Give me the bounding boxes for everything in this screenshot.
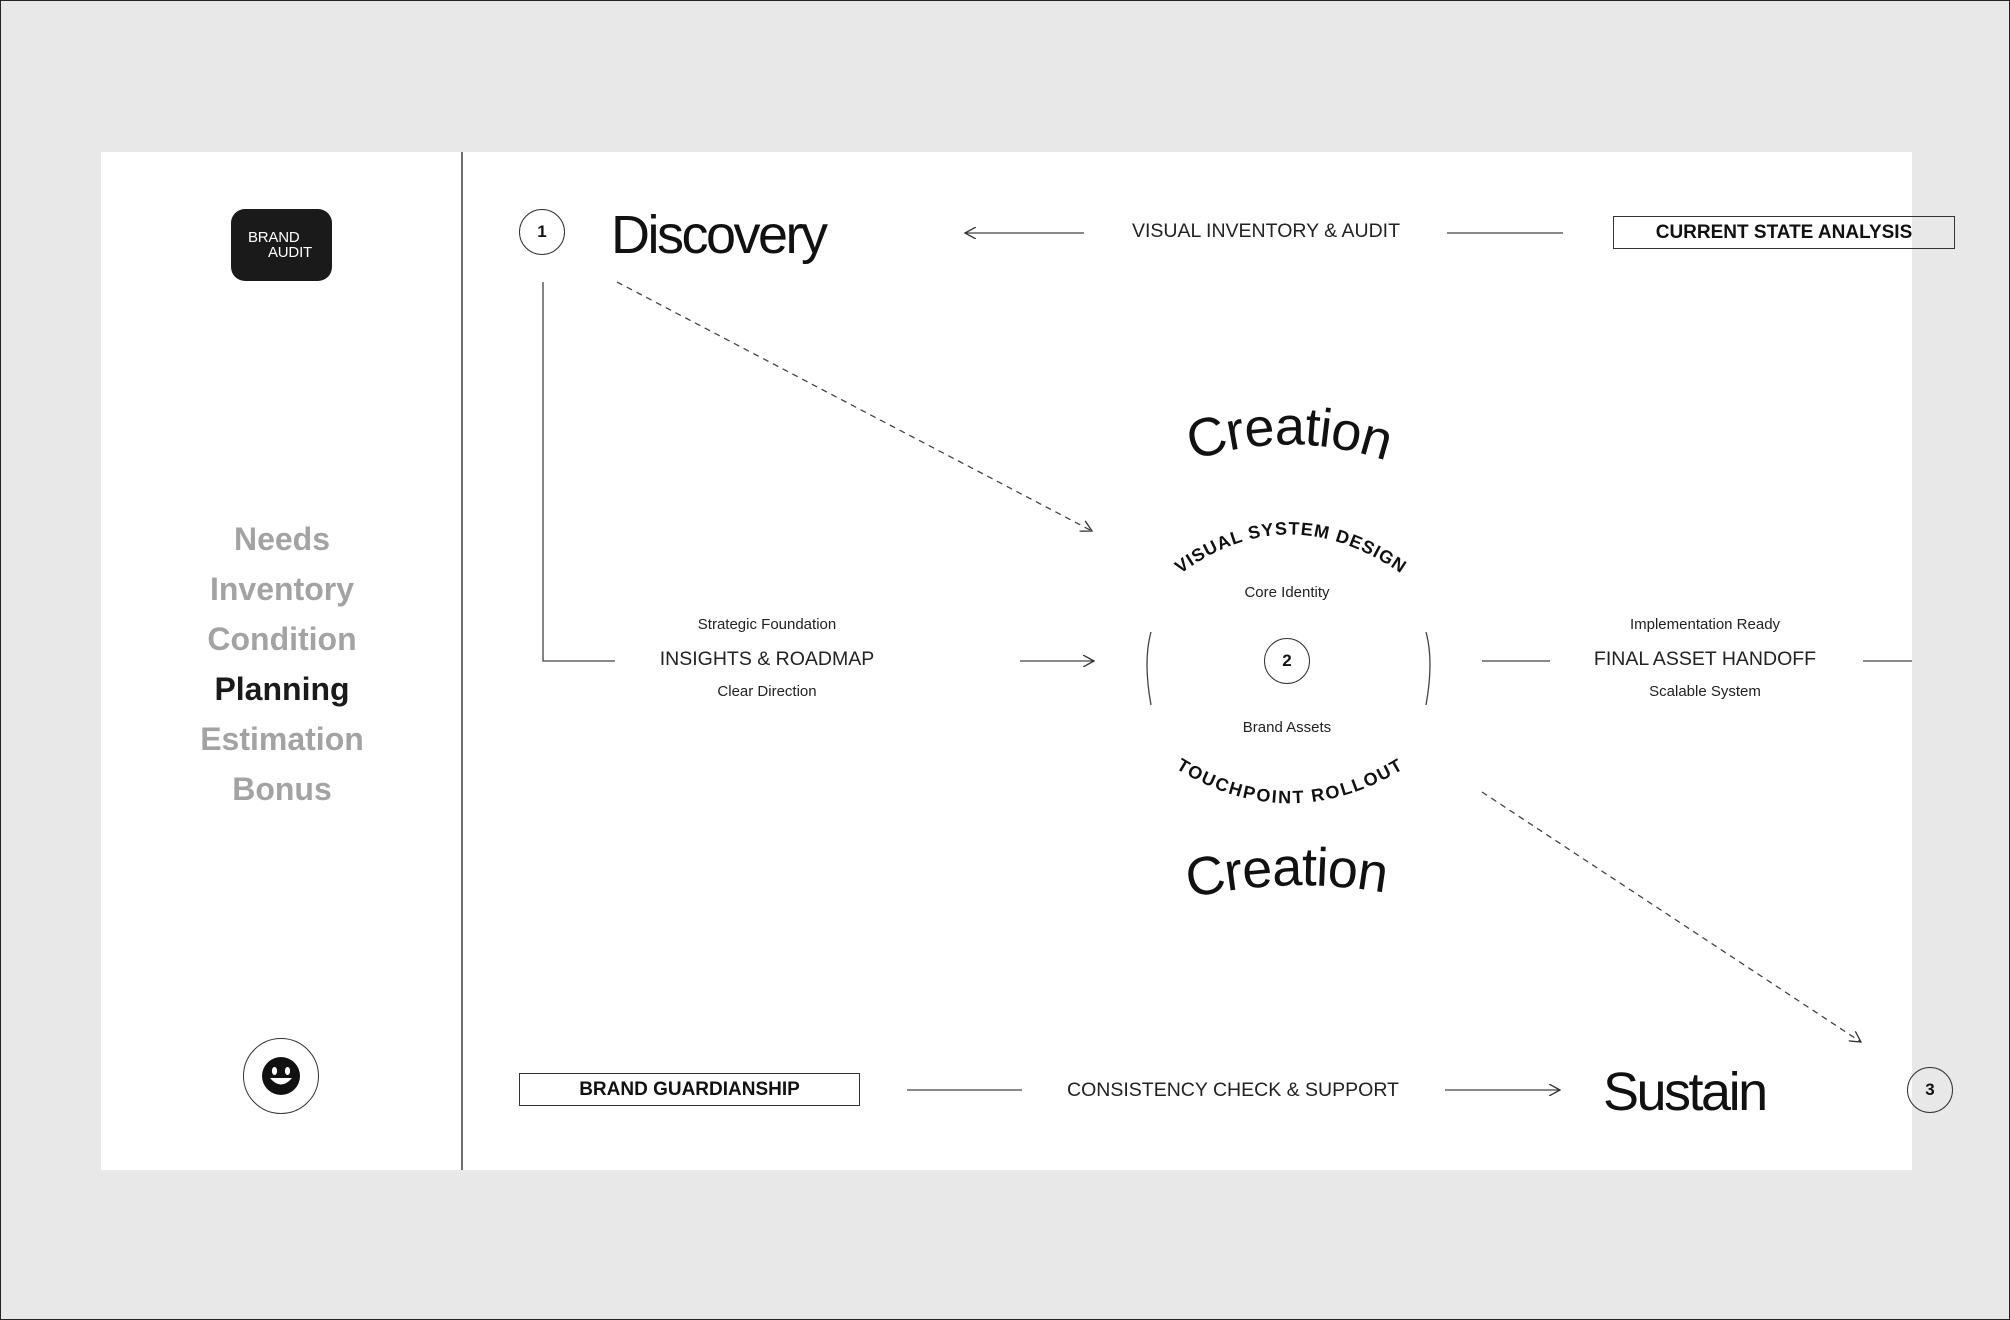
brand-guardianship-box[interactable]: BRAND GUARDIANSHIP	[519, 1073, 860, 1106]
touchpoint-rollout-arc	[1173, 755, 1406, 808]
implementation-ready-label: Implementation Ready	[1629, 616, 1781, 633]
final-asset-handoff-label: FINAL ASSET HANDOFF	[1593, 648, 1817, 670]
nav-item-estimation[interactable]: Estimation	[200, 721, 364, 757]
step-3-badge: 3	[1907, 1067, 1953, 1113]
current-state-analysis-box[interactable]: CURRENT STATE ANALYSIS	[1613, 216, 1955, 249]
slide-card	[101, 152, 1935, 1170]
logo-line-2: AUDIT	[268, 244, 313, 261]
nav-item-planning[interactable]: Planning	[214, 671, 350, 707]
insights-roadmap-label: INSIGHTS & ROADMAP	[659, 648, 875, 670]
brand-audit-logo[interactable]	[231, 209, 332, 281]
discovery-title: Discovery	[611, 205, 826, 265]
core-identity-label: Core Identity	[1244, 584, 1330, 601]
step-1-badge: 1	[519, 209, 565, 255]
creation-title-top-path: Creation	[1180, 396, 1399, 472]
hub-right-bracket	[1426, 632, 1430, 705]
sidebar-nav	[101, 514, 463, 814]
logo-line-1: BRAND	[248, 229, 300, 246]
sustain-dashed-arrow	[1482, 792, 1861, 1042]
creation-title-top	[1180, 396, 1399, 471]
nav-item-inventory[interactable]: Inventory	[209, 571, 355, 607]
process-diagram	[463, 152, 1935, 1170]
sustain-title: Sustain	[1603, 1062, 1766, 1122]
hub-left-bracket	[1147, 632, 1151, 705]
left-elbow-connector	[543, 282, 615, 661]
avatar-button[interactable]	[243, 1038, 319, 1114]
consistency-check-label: CONSISTENCY CHECK & SUPPORT	[1067, 1079, 1399, 1101]
sidebar	[101, 152, 463, 1170]
visual-system-design-arc	[1171, 518, 1410, 577]
nav-item-bonus[interactable]: Bonus	[232, 771, 332, 807]
creation-title-bottom	[1181, 837, 1392, 909]
visual-inventory-label: VISUAL INVENTORY & AUDIT	[1131, 220, 1401, 242]
clear-direction-label: Clear Direction	[717, 683, 817, 700]
creation-title-bottom-path: Creation	[1180, 837, 1392, 910]
scalable-system-label: Scalable System	[1649, 683, 1761, 700]
nav-item-needs[interactable]: Needs	[233, 521, 331, 557]
step-2-badge: 2	[1264, 638, 1310, 684]
discovery-dashed-arrow	[617, 282, 1092, 531]
nav-item-condition[interactable]: Condition	[207, 621, 357, 657]
brand-assets-label: Brand Assets	[1242, 719, 1332, 736]
visual-system-design-path: VISUAL SYSTEM DESIGN	[1171, 518, 1411, 578]
strategic-foundation-label: Strategic Foundation	[697, 616, 837, 633]
smiley-face-icon	[244, 1039, 318, 1113]
touchpoint-rollout-path: TOUCHPOINT ROLLOUT	[1173, 754, 1407, 808]
